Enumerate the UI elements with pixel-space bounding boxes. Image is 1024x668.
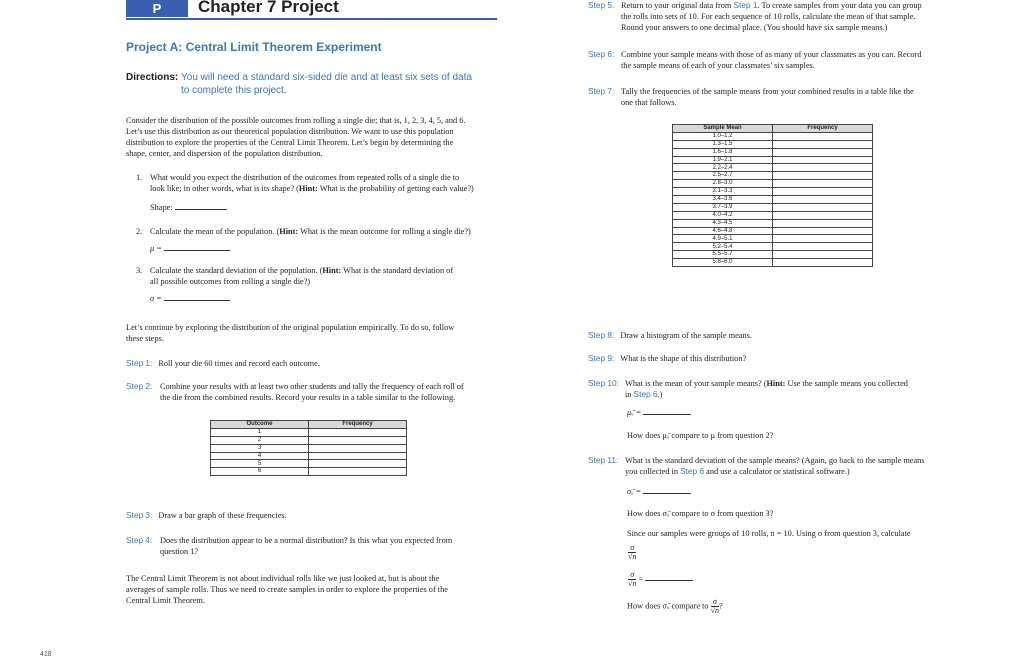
q2-number: 2. [136, 227, 143, 236]
step-5-ref-link[interactable]: Step 1 [733, 0, 758, 10]
table-row [211, 452, 407, 460]
step-11-ref-link[interactable]: Step 6 [680, 466, 705, 476]
sample-mean-cell: 4.6–4.8 [673, 227, 773, 235]
step-4 [126, 535, 506, 557]
step-2-line2: the die from the combined results. Record your results in a table similar to the following. [160, 393, 456, 402]
step-3 [126, 510, 287, 521]
frac-numerator: σ [711, 598, 719, 607]
header-rule [126, 18, 497, 20]
table-row [211, 468, 407, 476]
frequency-cell[interactable] [773, 164, 873, 172]
q3-number: 3. [136, 266, 143, 275]
q2-hint: Hint: [279, 227, 299, 236]
step-11-line2b: and use a calculator or statistical software.) [704, 467, 850, 476]
step-5-line3: Round your answers to one decimal place. (You should have six sample means.) [621, 23, 888, 32]
step-2-label: Step 2: [126, 381, 153, 391]
step-11 [588, 455, 968, 477]
frequency-header: Frequency [773, 125, 873, 133]
sample-mean-cell: 5.2–5.4 [673, 243, 773, 251]
frequency-cell[interactable] [773, 196, 873, 204]
table-row [673, 227, 873, 235]
frequency-cell[interactable] [309, 468, 407, 476]
frequency-cell[interactable] [773, 243, 873, 251]
sample-mean-cell: 1.0–1.2 [673, 132, 773, 140]
frac-denominator: √n [628, 551, 637, 561]
sample-mean-frequency-table [672, 124, 873, 267]
table-row [673, 156, 873, 164]
q3-line1b: What is the standard deviation of [341, 266, 454, 275]
sample-mean-cell: 2.5–2.7 [673, 172, 773, 180]
step-5-label: Step 5: [588, 0, 615, 10]
table-header-row [673, 125, 873, 133]
sample-mean-cell: 5.8–6.0 [673, 259, 773, 267]
table-row [673, 148, 873, 156]
outcome-cell: 2 [211, 436, 309, 444]
question-3 [136, 265, 506, 287]
sigma-over-root-n [628, 543, 636, 561]
step-6-label: Step 6: [588, 49, 615, 59]
step-5-line1b: . To create samples from your data you can group [757, 1, 922, 10]
frequency-cell[interactable] [309, 444, 407, 452]
table-row [673, 180, 873, 188]
intro-line: distribution to explore the properties of the Central Limit Theorem. Let’s begin by determining the [126, 138, 454, 147]
sample-mean-cell: 1.9–2.1 [673, 156, 773, 164]
step-11-answer-label: σₓ̄ = [627, 487, 642, 496]
frac-denominator: √n [628, 579, 637, 588]
sigma-over-root-n-answer [628, 571, 693, 588]
step-6-line2: the sample means of each of your classmates’ six samples. [621, 61, 815, 70]
step-10-ref-link[interactable]: Step 6 [633, 389, 658, 399]
frequency-cell[interactable] [773, 140, 873, 148]
frequency-cell[interactable] [773, 148, 873, 156]
chapter-title: Chapter 7 Project [198, 0, 339, 16]
q2-answer [150, 243, 230, 254]
frequency-cell[interactable] [309, 460, 407, 468]
step-2 [126, 381, 506, 403]
frac-numerator: σ [628, 544, 636, 553]
step-10-answer-blank[interactable] [643, 414, 691, 415]
sample-mean-cell: 4.9–5.1 [673, 235, 773, 243]
outcome-cell: 6 [211, 468, 309, 476]
step-7-line1: Tally the frequencies of the sample means from your combined results in a table like the [621, 87, 914, 96]
step-10-compare: How does μₓ̄ compare to μ from question 2? [627, 431, 774, 440]
table-row [673, 196, 873, 204]
q3-answer [150, 293, 230, 304]
continue-line: Let’s continue by exploring the distribution of the original population empirically. To do so, follow [126, 323, 455, 332]
frequency-cell[interactable] [773, 203, 873, 211]
intro-line: Let’s use this distribution as our theoretical population distribution. We want to use this population [126, 127, 454, 136]
equals-sign: = [638, 574, 644, 584]
sample-mean-cell: 3.1–3.3 [673, 188, 773, 196]
step-10-answer-label: μₓ̄ = [627, 408, 642, 417]
q1-line1: What would you expect the distribution of the outcomes from repeated rolls of a single die to [150, 173, 460, 182]
step-11-answer [627, 486, 691, 497]
outcome-header: Outcome [211, 421, 309, 429]
table-row [211, 428, 407, 436]
step-11-final-text: How does σₓ̄ compare to [627, 601, 709, 611]
frequency-cell[interactable] [773, 172, 873, 180]
project-title: Project A: Central Limit Theorem Experiment [126, 40, 382, 54]
q2-answer-blank[interactable] [164, 250, 230, 251]
q3-answer-blank[interactable] [164, 300, 230, 301]
table-row [673, 251, 873, 259]
outcome-cell: 3 [211, 444, 309, 452]
step-11-answer-blank[interactable] [643, 493, 691, 494]
clt-line: Central Limit Theorem. [126, 596, 205, 605]
q3-answer-label: σ = [150, 294, 162, 303]
step-6-line1: Combine your sample means with those of as many of your classmates as you can. Record [621, 50, 922, 59]
q2-answer-label: μ = [150, 244, 162, 253]
step-8-label: Step 8: [588, 330, 615, 340]
table-row [211, 436, 407, 444]
step-7-line2: one that follows. [621, 98, 677, 107]
step-1-label: Step 1: [126, 358, 153, 368]
frequency-cell[interactable] [773, 211, 873, 219]
step-11-line1: What is the standard deviation of the sample means? (Again, go back to the sample means [625, 456, 925, 465]
directions-line2: to complete this project. [181, 85, 287, 96]
frequency-cell[interactable] [773, 259, 873, 267]
step-10-label: Step 10: [588, 378, 619, 388]
table-row [673, 188, 873, 196]
page-number: 418 [40, 651, 52, 658]
step-9-text: What is the shape of this distribution? [620, 354, 747, 363]
q3-line1a: Calculate the standard deviation of the population. ( [150, 266, 323, 275]
q3-line2: all possible outcomes from rolling a single die?) [150, 277, 311, 286]
step-1 [126, 358, 320, 369]
step-11-line2a: you collected in [625, 467, 681, 476]
step-2-line1: Combine your results with at least two other students and tally the frequency of each roll of [160, 382, 464, 391]
sample-mean-cell: 1.6–1.8 [673, 148, 773, 156]
intro-line: shape, center, and dispersion of the population distribution. [126, 149, 323, 158]
table-row [673, 219, 873, 227]
clt-paragraph [126, 573, 506, 606]
outcome-cell: 1 [211, 428, 309, 436]
continue-paragraph [126, 322, 501, 344]
step-11-compare: How does σₓ̄ compare to σ from question 3? [627, 509, 774, 518]
step-3-text: Draw a bar graph of these frequencies. [158, 511, 287, 520]
sample-mean-cell: 3.4–3.6 [673, 196, 773, 204]
step-6 [588, 49, 968, 71]
frequency-cell[interactable] [773, 227, 873, 235]
step-8 [588, 330, 752, 341]
table-row [673, 172, 873, 180]
sample-mean-cell: 1.3–1.5 [673, 140, 773, 148]
table-row [673, 203, 873, 211]
sample-mean-cell: 4.0–4.2 [673, 211, 773, 219]
step-4-line1: Does the distribution appear to be a normal distribution? Is this what you expected from [160, 536, 453, 545]
outcome-frequency-table [210, 420, 407, 476]
outcome-cell: 5 [211, 460, 309, 468]
sample-mean-cell: 3.7–3.9 [673, 203, 773, 211]
frequency-cell[interactable] [773, 180, 873, 188]
question-mark: ? [719, 601, 723, 611]
question-1 [136, 172, 506, 194]
sample-mean-header: Sample Mean [673, 125, 773, 133]
directions [126, 71, 472, 97]
clt-line: averages of sample rolls. Thus we need to create samples in order to explore the properties of the [126, 585, 448, 594]
chapter-badge: P [126, 0, 188, 17]
q1-line2b: What is the probability of getting each value?) [317, 184, 474, 193]
q2-line1a: Calculate the mean of the population. ( [150, 227, 280, 236]
sample-mean-cell: 5.5–5.7 [673, 251, 773, 259]
q1-answer [150, 202, 227, 213]
table-row [211, 460, 407, 468]
step-5-line2: the rolls into sets of 10. For each sequence of 10 rolls, calculate the mean of that sample. [621, 12, 916, 21]
step-10-line1b: Use the sample means you collected [785, 379, 908, 388]
sample-mean-cell: 2.8–3.0 [673, 180, 773, 188]
step-10-hint: Hint: [766, 379, 786, 388]
step-10 [588, 378, 968, 400]
frequency-cell[interactable] [773, 251, 873, 259]
step-9 [588, 353, 746, 364]
directions-line1: You will need a standard six-sided die and at least six sets of data [181, 72, 472, 83]
continue-line: these steps. [126, 334, 164, 343]
frac-denominator: √n [710, 606, 719, 615]
step-10-line2a: in [625, 390, 634, 399]
step-5-line1a: Return to your original data from [621, 1, 734, 10]
step-7-label: Step 7: [588, 86, 615, 96]
step-8-text: Draw a histogram of the sample means. [620, 331, 752, 340]
sample-mean-cell: 4.3–4.5 [673, 219, 773, 227]
table-row [211, 444, 407, 452]
step-9-label: Step 9: [588, 353, 615, 363]
table-row [673, 259, 873, 267]
q1-answer-blank[interactable] [175, 209, 227, 210]
frequency-cell[interactable] [773, 156, 873, 164]
frequency-cell[interactable] [773, 235, 873, 243]
table-row [673, 235, 873, 243]
outcome-cell: 4 [211, 452, 309, 460]
step-4-line2: question 1? [160, 547, 199, 556]
table-row [673, 243, 873, 251]
step-5 [588, 0, 968, 33]
table-header-row [211, 421, 407, 429]
intro-line: Consider the distribution of the possible outcomes from rolling a single die; that is, 1, 2, 3, 4, 5, and 6. [126, 116, 466, 125]
step-1-text: Roll your die 60 times and record each outcome. [158, 359, 320, 368]
intro-paragraph [126, 115, 501, 159]
q1-hint: Hint: [298, 184, 318, 193]
q1-answer-label: Shape: [150, 203, 173, 212]
sample-mean-cell: 2.2–2.4 [673, 164, 773, 172]
table-row [673, 132, 873, 140]
step-7 [588, 86, 968, 108]
q3-hint: Hint: [322, 266, 342, 275]
frequency-cell[interactable] [309, 428, 407, 436]
step-11-since: Since our samples were groups of 10 rolls, n = 10. Using σ from question 3, calculate [627, 529, 911, 538]
q1-line2a: look like; in other words, what is its shape? ( [150, 184, 299, 193]
frequency-cell[interactable] [309, 452, 407, 460]
step-10-answer [627, 407, 691, 418]
frequency-cell[interactable] [773, 188, 873, 196]
step-10-line1a: What is the mean of your sample means? ( [625, 379, 767, 388]
question-2 [136, 226, 506, 237]
table-row [673, 140, 873, 148]
q2-line1b: What is the mean outcome for rolling a single die?) [298, 227, 471, 236]
frequency-header: Frequency [309, 421, 407, 429]
clt-line: The Central Limit Theorem is not about individual rolls like we just looked at, but is about the [126, 574, 440, 583]
step-10-line2b: .) [657, 390, 663, 399]
step-3-label: Step 3: [126, 510, 153, 520]
table-row [673, 164, 873, 172]
frac-numerator: σ [628, 571, 636, 580]
sigma-over-root-n-blank[interactable] [645, 580, 693, 581]
frequency-cell[interactable] [309, 436, 407, 444]
directions-label: Directions: [126, 72, 179, 83]
frequency-cell[interactable] [773, 132, 873, 140]
frequency-cell[interactable] [773, 219, 873, 227]
table-row [673, 211, 873, 219]
step-4-label: Step 4: [126, 535, 153, 545]
step-11-final [627, 598, 723, 615]
step-11-label: Step 11: [588, 455, 619, 465]
q1-number: 1. [136, 173, 143, 182]
